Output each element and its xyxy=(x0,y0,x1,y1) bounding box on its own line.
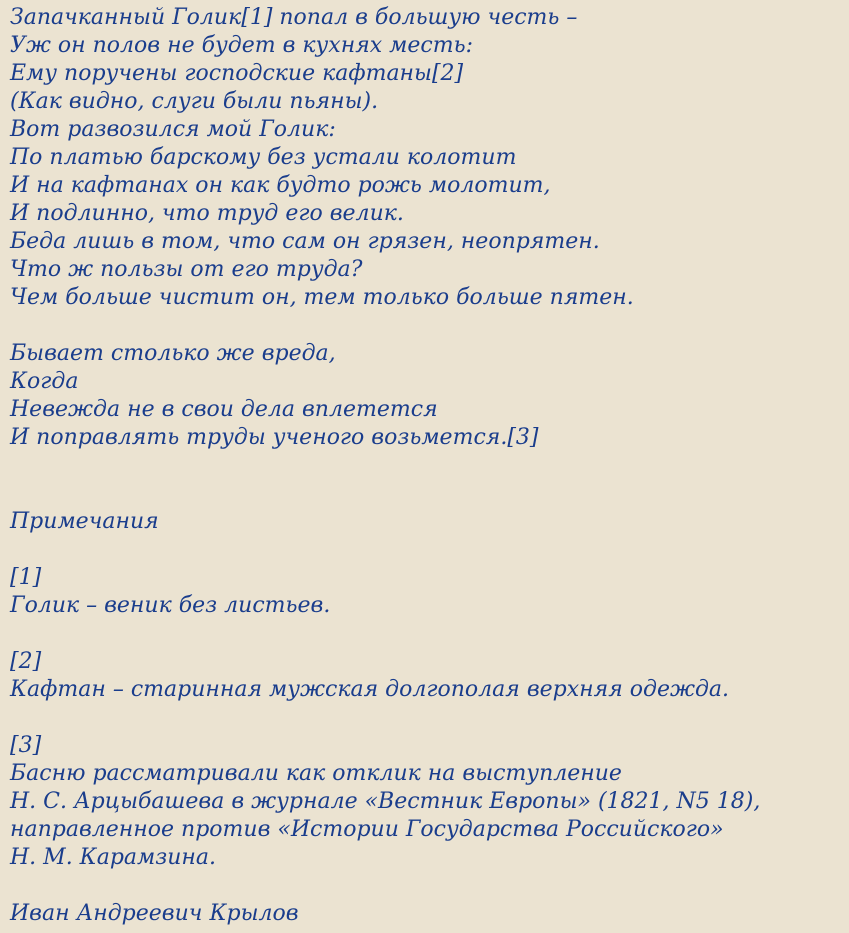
fable-stanza-1 xyxy=(10,4,839,312)
note-text: Н. М. Карамзина. xyxy=(10,845,217,870)
notes-heading: Примечания xyxy=(10,509,159,534)
note-marker: [3] xyxy=(10,733,42,758)
fable-stanza-2 xyxy=(10,340,839,452)
note-marker: [2] xyxy=(10,649,42,674)
note-spacer xyxy=(10,620,839,648)
note-1 xyxy=(10,564,839,620)
note-3 xyxy=(10,732,839,872)
verse-line: Запачканный Голик[1] попал в большую честь – xyxy=(10,5,578,30)
note-text: Голик – веник без листьев. xyxy=(10,593,331,618)
note-text: Н. С. Арцыбашева в журнале «Вестник Европы» (1821, N5 18), xyxy=(10,789,761,814)
verse-line: Ему поручены господские кафтаны[2] xyxy=(10,61,464,86)
author-spacer xyxy=(10,872,839,900)
verse-line: И поправлять труды ученого возьмется.[3] xyxy=(10,425,539,450)
note-spacer xyxy=(10,536,839,564)
verse-line: Беда лишь в том, что сам он грязен, неопрятен. xyxy=(10,229,600,254)
author-name: Иван Андреевич Крылов xyxy=(10,901,299,926)
note-text: направленное против «Истории Государства Российского» xyxy=(10,817,724,842)
verse-line: И подлинно, что труд его велик. xyxy=(10,201,404,226)
verse-line: Невежда не в свои дела вплетется xyxy=(10,397,438,422)
verse-line: Чем больше чистит он, тем только больше пятен. xyxy=(10,285,634,310)
verse-line: Вот развозился мой Голик: xyxy=(10,117,336,142)
note-text: Кафтан – старинная мужская долгополая верхняя одежда. xyxy=(10,677,730,702)
verse-line: Когда xyxy=(10,369,79,394)
note-marker: [1] xyxy=(10,565,42,590)
note-spacer xyxy=(10,704,839,732)
verse-line: По платью барскому без устали колотит xyxy=(10,145,517,170)
section-spacer xyxy=(10,452,839,480)
note-text: Басню рассматривали как отклик на выступление xyxy=(10,761,622,786)
verse-line: Уж он полов не будет в кухнях месть: xyxy=(10,33,473,58)
stanza-spacer xyxy=(10,312,839,340)
section-spacer xyxy=(10,480,839,508)
verse-line: Бывает столько же вреда, xyxy=(10,341,336,366)
verse-line: Что ж пользы от его труда? xyxy=(10,257,363,282)
verse-line: (Как видно, слуги были пьяны). xyxy=(10,89,379,114)
note-2 xyxy=(10,648,839,704)
verse-line: И на кафтанах он как будто рожь молотит, xyxy=(10,173,551,198)
